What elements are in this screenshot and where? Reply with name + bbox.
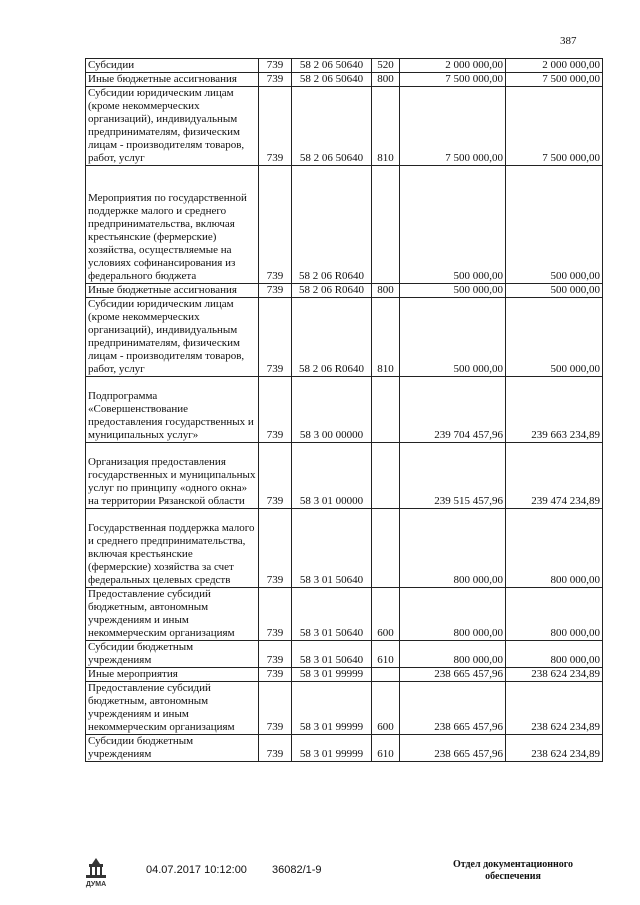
footer-department-line1: Отдел документационного [452,859,574,870]
row-vr: 610 [372,641,400,668]
row-vr: 800 [372,284,400,298]
row-vr [372,443,400,509]
row-csr: 58 3 01 00000 [292,443,372,509]
row-vr [372,668,400,682]
row-csr: 58 3 01 99999 [292,668,372,682]
table-row [86,298,603,377]
row-code: 739 [259,641,292,668]
footer-department [428,859,598,883]
row-csr: 58 2 06 50640 [292,59,372,73]
row-code: 739 [259,509,292,588]
row-name: Подпрограмма «Совершенствование предоставления государственных и муниципальных услуг» [86,377,259,443]
row-vr: 600 [372,682,400,735]
row-amount-2017: 500 000,00 [400,166,506,284]
row-name: Государственная поддержка малого и среднего предпринимательства, включая крестьянские (фермерские) хозяйства за счет федеральных целевых средств [86,509,259,588]
row-amount-2017: 7 500 000,00 [400,87,506,166]
table-row [86,443,603,509]
row-code: 739 [259,298,292,377]
row-csr: 58 2 06 R0640 [292,298,372,377]
duma-logo-icon [80,856,112,888]
row-csr: 58 2 06 50640 [292,87,372,166]
row-amount-2018: 238 624 234,89 [506,682,603,735]
table-row [86,668,603,682]
row-vr [372,377,400,443]
row-amount-2018: 238 624 234,89 [506,735,603,762]
row-name: Иные бюджетные ассигнования [86,73,259,87]
row-amount-2018: 500 000,00 [506,284,603,298]
table-row [86,735,603,762]
table-row [86,377,603,443]
row-amount-2018: 239 474 234,89 [506,443,603,509]
row-amount-2018: 500 000,00 [506,298,603,377]
row-amount-2017: 239 515 457,96 [400,443,506,509]
row-vr [372,509,400,588]
row-name: Организация предоставления государственных и муниципальных услуг по принципу «одного окна» на территории Рязанской области [86,443,259,509]
row-code: 739 [259,588,292,641]
row-amount-2018: 2 000 000,00 [506,59,603,73]
row-amount-2017: 800 000,00 [400,641,506,668]
row-amount-2017: 238 665 457,96 [400,682,506,735]
row-code: 739 [259,87,292,166]
table-row [86,73,603,87]
table-row [86,59,603,73]
row-csr: 58 3 01 50640 [292,588,372,641]
row-code: 739 [259,284,292,298]
table-row [86,588,603,641]
row-csr: 58 3 00 00000 [292,377,372,443]
row-vr: 810 [372,87,400,166]
row-amount-2017: 500 000,00 [400,284,506,298]
table-row [86,87,603,166]
row-vr: 610 [372,735,400,762]
row-csr: 58 2 06 50640 [292,73,372,87]
row-name: Субсидии бюджетным учреждениям [86,641,259,668]
row-amount-2017: 7 500 000,00 [400,73,506,87]
row-amount-2018: 238 624 234,89 [506,668,603,682]
row-vr: 520 [372,59,400,73]
row-vr: 800 [372,73,400,87]
row-csr: 58 3 01 50640 [292,641,372,668]
row-code: 739 [259,735,292,762]
logo-text: ДУМА [85,881,107,888]
row-amount-2018: 800 000,00 [506,509,603,588]
row-code: 739 [259,682,292,735]
row-amount-2017: 2 000 000,00 [400,59,506,73]
row-amount-2017: 800 000,00 [400,588,506,641]
row-vr: 600 [372,588,400,641]
row-code: 739 [259,59,292,73]
footer-doc-number: 36082/1-9 [272,864,322,876]
table-row [86,284,603,298]
row-amount-2018: 800 000,00 [506,588,603,641]
row-amount-2017: 239 704 457,96 [400,377,506,443]
row-amount-2018: 800 000,00 [506,641,603,668]
row-name: Субсидии [86,59,259,73]
row-amount-2018: 239 663 234,89 [506,377,603,443]
row-code: 739 [259,377,292,443]
row-name: Предоставление субсидий бюджетным, автономным учреждениям и иным некоммерческим организациям [86,682,259,735]
row-amount-2017: 500 000,00 [400,298,506,377]
row-vr: 810 [372,298,400,377]
row-name: Субсидии юридическим лицам (кроме некоммерческих организаций), индивидуальным предпринимателям, физическим лицам - производителям товаров, работ, услуг [86,87,259,166]
row-name: Предоставление субсидий бюджетным, автономным учреждениям и иным некоммерческим организациям [86,588,259,641]
row-amount-2017: 800 000,00 [400,509,506,588]
page-number: 387 [560,35,577,47]
row-csr: 58 2 06 R0640 [292,166,372,284]
row-csr: 58 3 01 50640 [292,509,372,588]
row-vr [372,166,400,284]
row-name: Иные бюджетные ассигнования [86,284,259,298]
row-code: 739 [259,668,292,682]
row-amount-2017: 238 665 457,96 [400,735,506,762]
row-code: 739 [259,73,292,87]
row-amount-2017: 238 665 457,96 [400,668,506,682]
row-code: 739 [259,166,292,284]
row-name: Мероприятия по государственной поддержке малого и среднего предпринимательства, включая крестьянские (фермерские) хозяйства, осуществляемые на условиях софинансирования из федерального бюджета [86,166,259,284]
row-name: Субсидии юридическим лицам (кроме некоммерческих организаций), индивидуальным предпринимателям, физическим лицам - производителям товаров, работ, услуг [86,298,259,377]
row-amount-2018: 7 500 000,00 [506,73,603,87]
table-row [86,166,603,284]
table-row [86,682,603,735]
table-row [86,641,603,668]
footer-department-line2: обеспечения [485,871,541,882]
row-code: 739 [259,443,292,509]
footer-date: 04.07.2017 10:12:00 [146,864,247,876]
row-name: Иные мероприятия [86,668,259,682]
budget-table [85,58,603,762]
row-amount-2018: 7 500 000,00 [506,87,603,166]
row-csr: 58 3 01 99999 [292,682,372,735]
row-name: Субсидии бюджетным учреждениям [86,735,259,762]
budget-table-body [86,59,603,762]
row-amount-2018: 500 000,00 [506,166,603,284]
row-csr: 58 3 01 99999 [292,735,372,762]
table-row [86,509,603,588]
row-csr: 58 2 06 R0640 [292,284,372,298]
